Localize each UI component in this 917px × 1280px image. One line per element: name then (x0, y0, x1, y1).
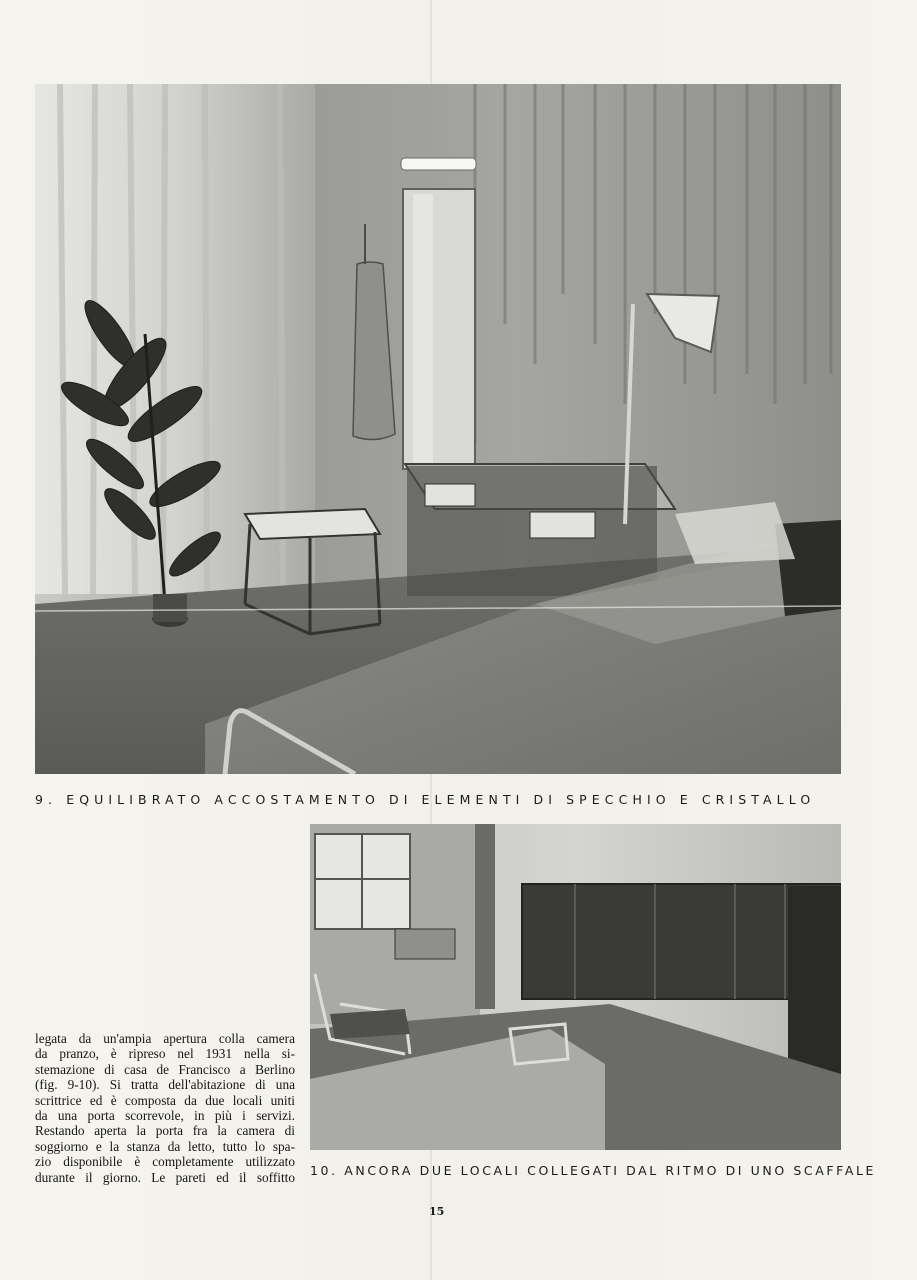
body-text-line: legata da un'ampia apertura colla camera (35, 1031, 295, 1046)
photo-figure-10 (310, 824, 841, 1150)
page-number: 15 (429, 1205, 445, 1218)
photo-figure-9 (35, 84, 841, 774)
body-text-column (35, 1031, 295, 1185)
figure-9-caption: 9. EQUILIBRATO ACCOSTAMENTO DI ELEMENTI DI SPECCHIO E CRISTALLO (35, 792, 816, 807)
body-text-line: stemazione di casa de Francisco a Berlino (35, 1061, 295, 1077)
body-text-line: durante il giorno. Le pareti ed il soffitto (35, 1169, 295, 1185)
body-text-line: (fig. 9-10). Si tratta dell'abitazione di una (35, 1077, 295, 1093)
body-text-line: zio disponibile è completamente utilizzato (35, 1154, 295, 1170)
photo-10-living-room-image (310, 824, 841, 1150)
body-text-line: scrittrice ed è composta da due locali uniti (35, 1092, 295, 1108)
figure-10-caption: 10. ANCORA DUE LOCALI COLLEGATI DAL RITMO DI UNO SCAFFALE (310, 1163, 877, 1178)
body-text-line: soggiorno e la stanza da letto, tutto lo spa- (35, 1138, 295, 1154)
photo-9-bedroom-image (35, 84, 841, 774)
body-text-line: da pranzo, è ripreso nel 1931 nella si- (35, 1046, 295, 1062)
body-text-line: da una porta scorrevole, in più i servizi. (35, 1108, 295, 1124)
body-text-line: Restando aperta la porta fra la camera di (35, 1123, 295, 1139)
